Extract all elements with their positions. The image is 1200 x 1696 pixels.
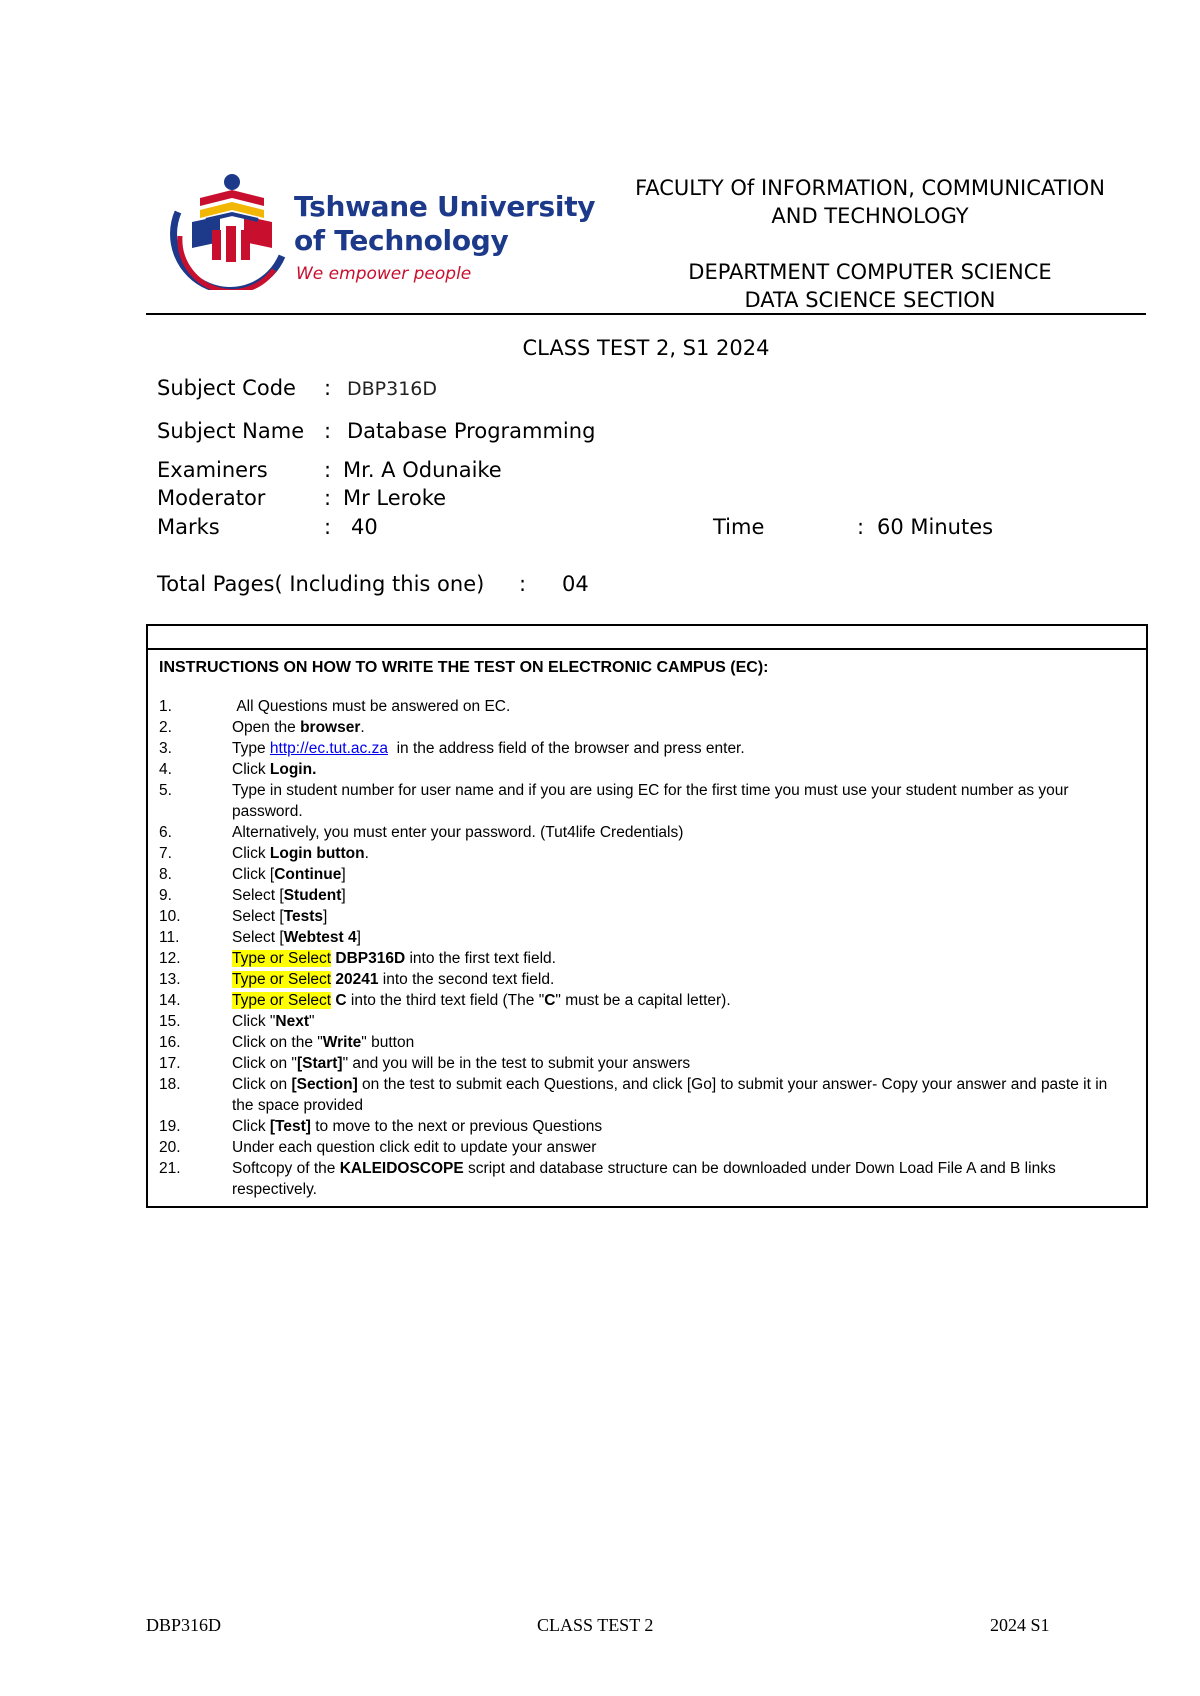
instruction-item [159, 906, 1129, 927]
instruction-item [159, 864, 1129, 885]
instruction-number: 5. [159, 782, 172, 799]
instruction-text-part: Click on the " [232, 1034, 323, 1051]
bold-text: Login. [269, 761, 317, 778]
instructions-list [159, 696, 1129, 1200]
tut-logo [170, 172, 596, 290]
instruction-text-part: in the address field of the browser and press enter. [387, 740, 745, 757]
instruction-text-part: Type [232, 740, 270, 757]
instruction-item [159, 1116, 1129, 1137]
instruction-number: 11. [159, 929, 180, 946]
examiners-value: Mr. A Odunaike [343, 458, 502, 482]
instruction-text-part: Click on " [232, 1055, 297, 1072]
instruction-item [159, 885, 1129, 906]
bold-text: Login button [269, 845, 365, 862]
instruction-text [232, 780, 1129, 822]
instruction-number: 14. [159, 992, 181, 1009]
instruction-number: 1. [159, 698, 172, 715]
instruction-text [232, 1032, 1129, 1053]
instruction-text [232, 696, 1129, 717]
logo-line-1: Tshwane University [294, 190, 596, 223]
instruction-text-part: Select [ [232, 929, 284, 946]
bold-text: [Test] [269, 1118, 311, 1135]
total-pages-label: Total Pages( Including this one) [157, 572, 485, 596]
instruction-number: 20. [159, 1139, 181, 1156]
highlighted-text: Type or Select [232, 992, 332, 1009]
instruction-item [159, 1011, 1129, 1032]
bold-text: browser [300, 719, 361, 736]
instruction-text [232, 843, 1129, 864]
instruction-text [232, 990, 1129, 1011]
instruction-text-part: ] [323, 908, 328, 925]
bold-text: KALEIDOSCOPE [339, 1160, 464, 1177]
instruction-plain-text: Alternatively, you must enter your password. (Tut4life Credentials) [232, 824, 684, 841]
instruction-text-part: Softcopy of the [232, 1160, 340, 1177]
colon: : [324, 486, 332, 510]
bold-text: [Start] [296, 1055, 343, 1072]
instruction-text [232, 822, 1129, 843]
instruction-text-part: Click on [232, 1076, 292, 1093]
instruction-item [159, 927, 1129, 948]
instruction-text [232, 1158, 1129, 1200]
examiners-label: Examiners [157, 458, 268, 482]
colon: : [324, 458, 332, 482]
instruction-text [232, 1053, 1129, 1074]
bold-text: Continue [274, 866, 342, 883]
bold-text: Next [275, 1013, 309, 1030]
instruction-text [232, 906, 1129, 927]
bold-text: Tests [283, 908, 324, 925]
instructions-box-divider [148, 648, 1146, 650]
instruction-plain-text: All Questions must be answered on EC. [232, 698, 511, 715]
instruction-text [232, 1011, 1129, 1032]
bold-text: Student [283, 887, 342, 904]
instruction-number: 17. [159, 1055, 181, 1072]
instruction-text-part: Click [ [232, 866, 275, 883]
instruction-text-part: Open the [232, 719, 301, 736]
instruction-number: 13. [159, 971, 181, 988]
instruction-text-part: into the second text field. [378, 971, 555, 988]
instruction-item [159, 759, 1129, 780]
colon: : [324, 376, 332, 400]
subject-code-label: Subject Code [157, 376, 296, 400]
instruction-item [159, 990, 1129, 1011]
marks-label: Marks [157, 515, 220, 539]
moderator-value: Mr Leroke [343, 486, 447, 510]
instruction-text [232, 927, 1129, 948]
instruction-number: 3. [159, 740, 172, 757]
instruction-text [232, 948, 1129, 969]
time-value: 60 Minutes [877, 515, 994, 539]
instruction-text-part: " button [361, 1034, 415, 1051]
department-line-1: DEPARTMENT COMPUTER SCIENCE [688, 260, 1052, 284]
instruction-number: 18. [159, 1076, 181, 1093]
instruction-text-part: Click [232, 761, 270, 778]
instruction-text [232, 1074, 1129, 1116]
instruction-number: 16. [159, 1034, 181, 1051]
instruction-text-part: ] [341, 866, 346, 883]
instruction-item [159, 1074, 1129, 1116]
instruction-number: 9. [159, 887, 172, 904]
colon: : [324, 515, 332, 539]
bold-text: Webtest 4 [283, 929, 357, 946]
instruction-number: 21. [159, 1160, 181, 1177]
instructions-heading: INSTRUCTIONS ON HOW TO WRITE THE TEST ON ELECTRONIC CAMPUS (EC): [159, 659, 769, 676]
subject-name-label: Subject Name [157, 419, 305, 443]
instruction-number: 10. [159, 908, 181, 925]
instruction-text-part: Click [232, 1118, 270, 1135]
instruction-text-part: to move to the next or previous Questions [310, 1118, 603, 1135]
instruction-number: 19. [159, 1118, 181, 1135]
logo-line-2: of Technology [294, 224, 509, 257]
instruction-text [232, 717, 1129, 738]
logo-tagline: We empower people [296, 264, 472, 284]
instruction-text-part: Select [ [232, 887, 284, 904]
colon: : [324, 419, 332, 443]
footer-center: CLASS TEST 2 [537, 1615, 654, 1635]
instruction-text-part: Select [ [232, 908, 284, 925]
instruction-text-part: script and database structure can be downloaded under Down Load File A and B links respectively. [232, 1160, 1061, 1198]
instruction-text-part: " must be a capital letter). [555, 992, 731, 1009]
instruction-text-part: " and you will be in the test to submit your answers [342, 1055, 691, 1072]
bold-text: C [331, 992, 347, 1009]
instruction-number: 4. [159, 761, 172, 778]
instruction-item [159, 738, 1129, 759]
instruction-number: 6. [159, 824, 172, 841]
instruction-number: 8. [159, 866, 172, 883]
instruction-text [232, 738, 1129, 759]
instruction-text-part: into the third text field (The " [346, 992, 545, 1009]
faculty-line-2: AND TECHNOLOGY [771, 204, 969, 228]
colon: : [857, 515, 865, 539]
instruction-text [232, 759, 1129, 780]
bold-text: C [544, 992, 556, 1009]
instruction-text-part: . [360, 719, 365, 736]
instruction-item [159, 1137, 1129, 1158]
instruction-number: 2. [159, 719, 172, 736]
time-label: Time [713, 515, 765, 539]
instruction-item [159, 1053, 1129, 1074]
instruction-number: 12. [159, 950, 181, 967]
highlighted-text: Type or Select [232, 950, 332, 967]
ec-link[interactable]: http://ec.tut.ac.za [269, 740, 388, 757]
instruction-text-part: into the first text field. [405, 950, 556, 967]
instruction-text-part: Click [232, 845, 270, 862]
bold-text: [Section] [291, 1076, 358, 1093]
test-title: CLASS TEST 2, S1 2024 [522, 336, 770, 360]
instruction-item [159, 1158, 1129, 1200]
instruction-item [159, 948, 1129, 969]
colon: : [519, 572, 527, 596]
instruction-item [159, 717, 1129, 738]
department-line-2: DATA SCIENCE SECTION [744, 288, 996, 312]
tut-emblem-icon [170, 172, 290, 290]
instruction-text [232, 885, 1129, 906]
instruction-text-part: " [309, 1013, 315, 1030]
instruction-number: 15. [159, 1013, 181, 1030]
instruction-number: 7. [159, 845, 172, 862]
marks-value: 40 [351, 515, 378, 539]
instruction-text-part: Click " [232, 1013, 276, 1030]
faculty-line-1: FACULTY Of INFORMATION, COMMUNICATION [635, 176, 1105, 200]
instruction-text [232, 1137, 1129, 1158]
instruction-text [232, 864, 1129, 885]
instruction-text [232, 1116, 1129, 1137]
subject-name-value: Database Programming [347, 419, 596, 443]
instruction-item [159, 969, 1129, 990]
faculty-header [590, 174, 1150, 314]
instruction-text-part: on the test to submit each Questions, and click [Go] to submit your answer- Copy your answer and paste it in the space provided [232, 1076, 1112, 1114]
instructions-box [146, 624, 1148, 1208]
instruction-item [159, 1032, 1129, 1053]
bold-text: 20241 [331, 971, 379, 988]
highlighted-text: Type or Select [232, 971, 332, 988]
subject-code-value: DBP316D [347, 378, 438, 400]
moderator-label: Moderator [157, 486, 266, 510]
instruction-item [159, 843, 1129, 864]
instruction-item [159, 696, 1129, 717]
instruction-item [159, 780, 1129, 822]
bold-text: Write [322, 1034, 362, 1051]
instruction-text-part: ] [341, 887, 346, 904]
footer-right: 2024 S1 [990, 1615, 1050, 1635]
instruction-text-part: . [364, 845, 369, 862]
total-pages-value: 04 [562, 572, 589, 596]
footer-left: DBP316D [146, 1615, 222, 1635]
instruction-plain-text: Type in student number for user name and if you are using EC for the first time you must use your student number as your password. [232, 782, 1073, 820]
instruction-text [232, 969, 1129, 990]
header-divider [146, 313, 1146, 315]
instruction-item [159, 822, 1129, 843]
bold-text: DBP316D [331, 950, 406, 967]
instruction-text-part: ] [356, 929, 361, 946]
instruction-plain-text: Under each question click edit to update your answer [232, 1139, 597, 1156]
